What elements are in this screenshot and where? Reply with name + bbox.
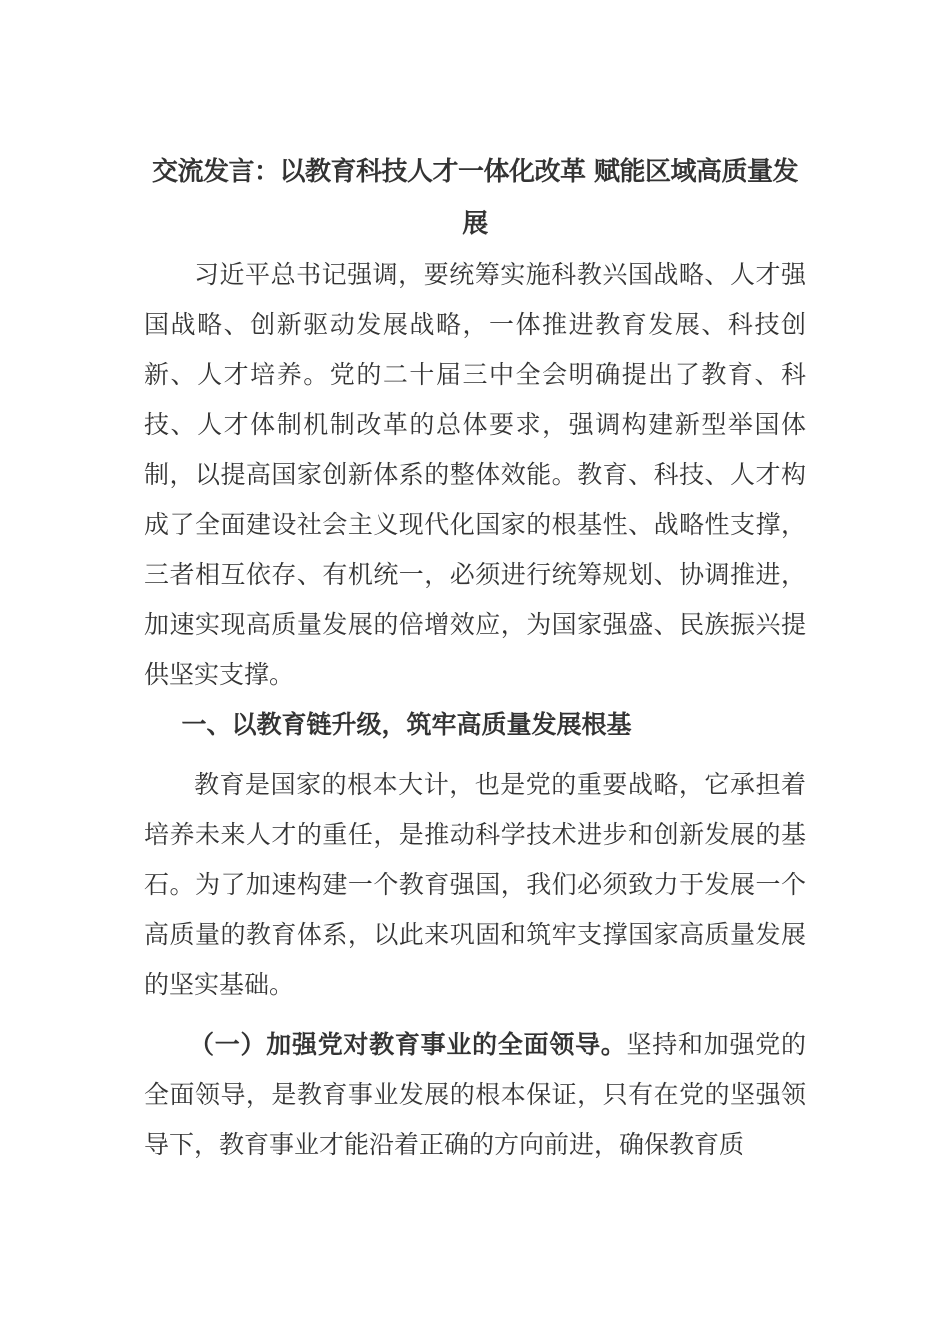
intro-paragraph: 习近平总书记强调，要统筹实施科教兴国战略、人才强国战略、创新驱动发展战略，一体推进教育发展、科技创新、人才培养。党的二十届三中全会明确提出了教育、科技、人才体制机制改革的总体要求，强调构建新型举国体制，以提高国家创新体系的整体效能。教育、科技、人才构成了全面建设社会主义现代化国家的根基性、战略性支撑，三者相互依存、有机统一，必须进行统筹规划、协调推进，加速实现高质量发展的倍增效应，为国家强盛、民族振兴提供坚实支撑。 [144, 260, 806, 689]
section-heading-1: 一、以教育链升级，筑牢高质量发展根基 [181, 710, 632, 739]
document-title: 交流发言：以教育科技人才一体化改革 赋能区域高质量发展 [151, 157, 799, 239]
subsection-1-body: 坚持和加强党的全面领导，是教育事业发展的根本保证，只有在党的坚强领导下，教育事业才能沿着正确的方向前进，确保教育质 [144, 1030, 806, 1159]
section-1-paragraph: 教育是国家的根本大计，也是党的重要战略，它承担着培养未来人才的重任，是推动科学技术进步和创新发展的基石。为了加速构建一个教育强国，我们必须致力于发展一个高质量的教育体系，以此来巩固和筑牢支撑国家高质量发展的坚实基础。 [144, 770, 806, 999]
subsection-1-lead: （一）加强党对教育事业的全面领导。 [189, 1030, 627, 1059]
document-page [144, 146, 806, 1170]
subsection-1-paragraph [144, 1020, 806, 1170]
